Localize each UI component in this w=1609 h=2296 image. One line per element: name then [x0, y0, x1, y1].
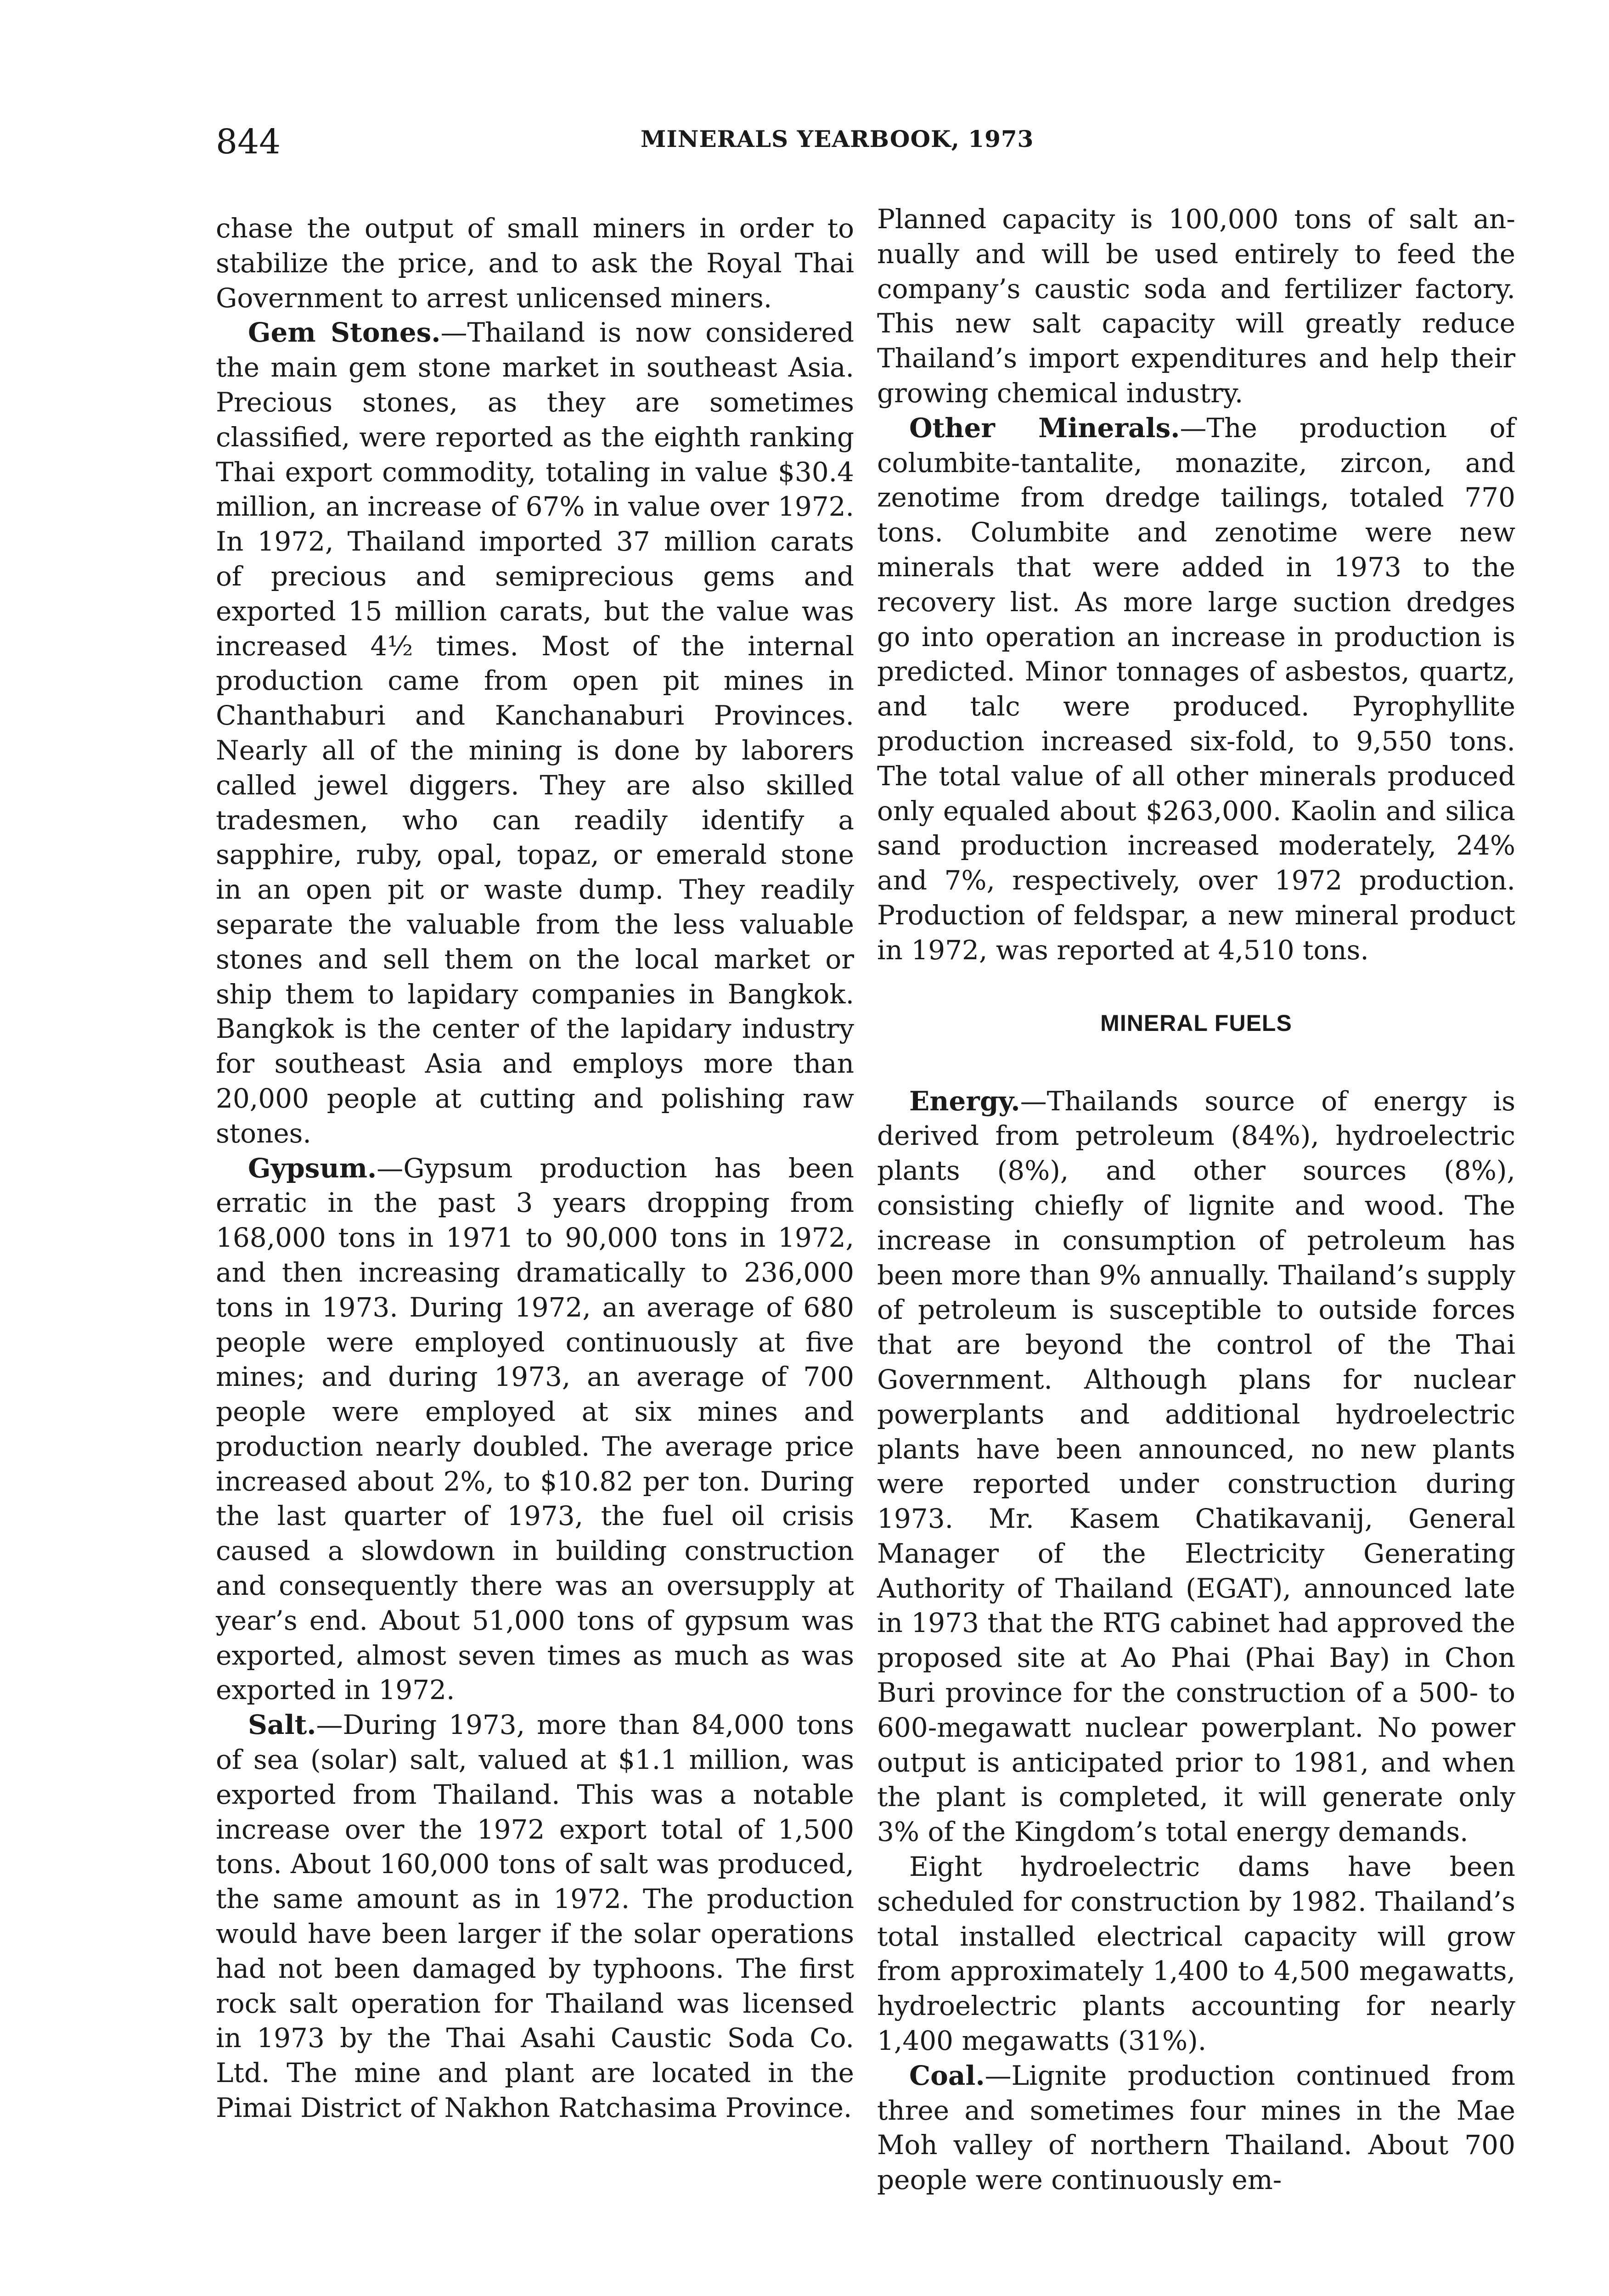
running-head: MINERALS YEARBOOK, 1973	[641, 125, 1034, 152]
salt-paragraph	[216, 1708, 854, 2126]
right-column	[877, 202, 1515, 2198]
gypsum-lead: Gypsum.	[248, 1152, 377, 1184]
coal-text: —Lignite production continued from three and sometimes four mines in the Mae Moh valley of northern Thailand. About 700 people were continuously em-	[877, 2060, 1515, 2196]
continuation-paragraph: chase the output of small miners in order to stabilize the price, and to ask the Royal Thai Government to arrest unlicensed miners.	[216, 213, 854, 314]
salt-text: —During 1973, more than 84,000 tons of sea (solar) salt, valued at $1.1 million, was exported from Thailand. This was a notable increase over the 1972 export total of 1,500 tons. About 160,000 tons of salt was produced, the same amount as in 1972. The production would have been larger if the solar operations had not been damaged by typhoons. The first rock salt operation for Thailand was licensed in 1973 by the Thai Asahi Caustic Soda Co. Ltd. The mine and plant are located in the Pimai District of Nakhon Ratchasima Province.	[216, 1709, 854, 2124]
coal-paragraph	[877, 2059, 1515, 2198]
energy-lead: Energy.	[909, 1085, 1020, 1117]
gem-stones-paragraph	[216, 315, 854, 1151]
salt-lead: Salt.	[248, 1709, 316, 1741]
other-minerals-text: —The production of columbite-tantalite, monazite, zircon, and zenotime from dredge tailings, totaled 770 tons. Columbite and zenotime were new minerals that were added in 1973 to the recovery list. As more large suction dredges go into operation an increase in production is predicted. Minor tonnages of asbestos, quartz, and talc were produced. Pyrophyllite production increased six-fold, to 9,550 tons. The total value of all other minerals produced only equaled about $263,000. Kaolin and silica sand production increased moderately, 24% and 7%, respectively, over 1972 production. Production of feldspar, a new mineral product in 1972, was reported at 4,510 tons.	[877, 412, 1515, 966]
energy-paragraph	[877, 1084, 1515, 1850]
gypsum-text: —Gypsum production has been erratic in the past 3 years dropping from 168,000 tons in 1971 to 90,000 tons in 1972, and then increasing dramatically to 236,000 tons in 1973. During 1972, an average of 680 people were employed continuously at five mines; and during 1973, an average of 700 people were employed at six mines and production nearly doubled. The average price increased about 2%, to $10.82 per ton. During the last quarter of 1973, the fuel oil crisis caused a slowdown in building construction and consequently there was an oversupply at year’s end. About 51,000 tons of gypsum was exported, almost seven times as much as was exported in 1972.	[216, 1152, 854, 1706]
other-minerals-paragraph	[877, 411, 1515, 968]
hydro-paragraph: Eight hydroelectric dams have been scheduled for construction by 1982. Thailand’s total installed electrical capacity will grow from approximately 1,400 to 4,500 megawatts, hydroelectric plants accounting for nearly 1,400 megawatts (31%).	[877, 1851, 1515, 2057]
gem-stones-lead: Gem Stones.	[248, 317, 441, 349]
section-heading-mineral-fuels: MINERAL FUELS	[1100, 1010, 1292, 1036]
gem-stones-text: —Thailand is now considered the main gem stone market in southeast Asia. Precious stones, as they are sometimes classified, were reported as the eighth ranking Thai export commodity, totaling in value $30.4 million, an increase of 67% in value over 1972. In 1972, Thailand imported 37 million carats of precious and semiprecious gems and exported 15 million carats, but the value was increased 4½ times. Most of the internal production came from open pit mines in Chanthaburi and Kanchanaburi Provinces. Nearly all of the mining is done by laborers called jewel diggers. They are also skilled tradesmen, who can readily identify a sapphire, ruby, opal, topaz, or emerald stone in an open pit or waste dump. They readily separate the valuable from the less valuable stones and sell them on the local market or ship them to lapidary companies in Bangkok. Bangkok is the center of the lapidary industry for southeast Asia and employs more than 20,000 people at cutting and polishing raw stones.	[216, 317, 854, 1149]
energy-text: —Thailands source of energy is derived from petroleum (84%), hydroelectric plants (8%), and other sources (8%), consisting chiefly of lignite and wood. The increase in consumption of petroleum has been more than 9% annually. Thailand’s supply of petroleum is susceptible to outside forces that are beyond the control of the Thai Government. Although plans for nuclear powerplants and additional hydroelectric plants have been announced, no new plants were reported under construction during 1973. Mr. Kasem Chatikavanij, General Manager of the Electricity Generating Authority of Thailand (EGAT), announced late in 1973 that the RTG cabinet had approved the proposed site at Ao Phai (Phai Bay) in Chon Buri province for the construction of a 500- to 600-megawatt nuclear powerplant. No power output is anticipated prior to 1981, and when the plant is completed, it will generate only 3% of the Kingdom’s total energy demands.	[877, 1085, 1515, 1848]
salt-continued-paragraph: Planned capacity is 100,000 tons of salt annually and will be used entirely to feed the company’s caustic soda and fertilizer factory. This new salt capacity will greatly reduce Thailand’s import expenditures and help their growing chemical industry.	[877, 203, 1515, 409]
left-column	[216, 211, 854, 2126]
page-number: 844	[216, 122, 281, 162]
coal-lead: Coal.	[909, 2060, 985, 2091]
gypsum-paragraph	[216, 1151, 854, 1708]
other-minerals-lead: Other Minerals.	[909, 412, 1180, 444]
